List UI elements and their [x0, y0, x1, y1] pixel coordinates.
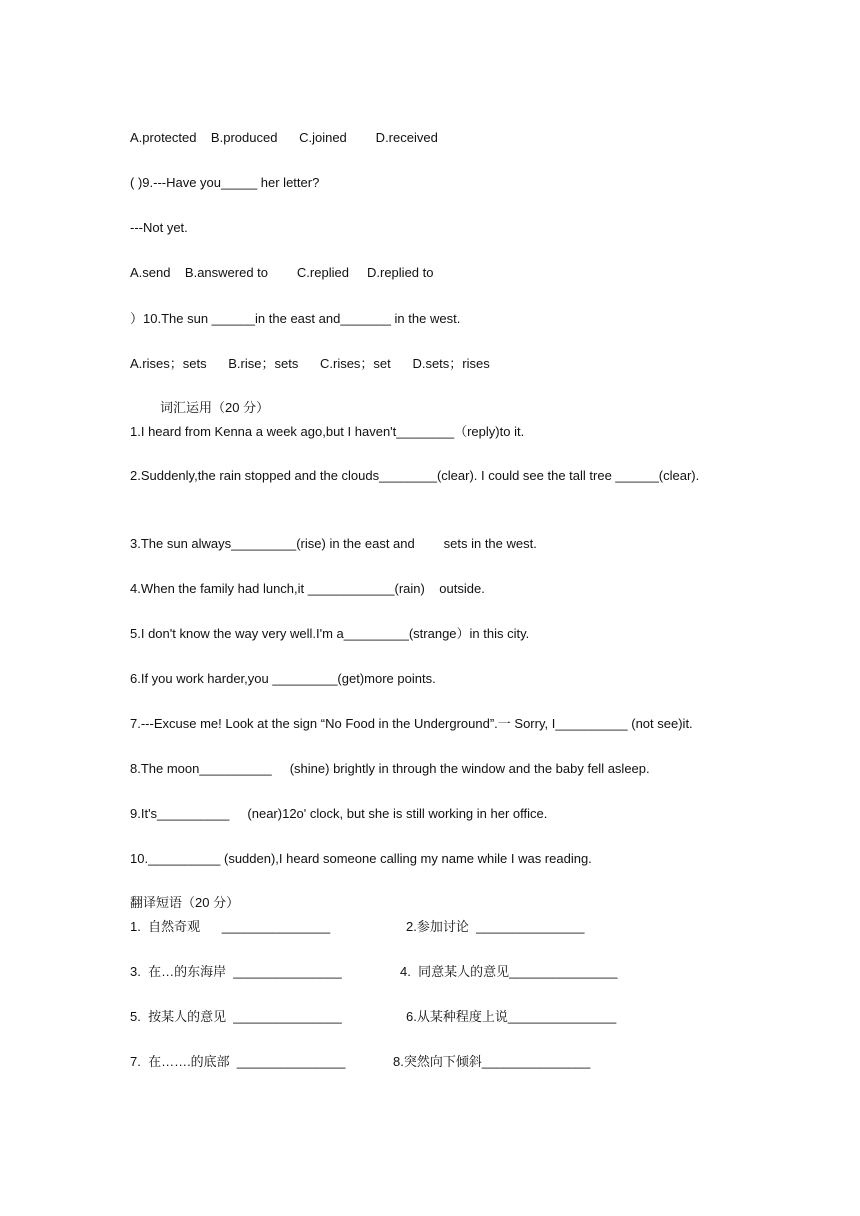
question-9-reply: ---Not yet.	[130, 220, 188, 235]
question-9: ( )9.---Have you_____ her letter?	[130, 175, 320, 190]
question-9-options: A.send B.answered to C.replied D.replied to	[130, 265, 434, 280]
vocab-item-4: 4.When the family had lunch,it ____________(rain) outside.	[130, 581, 485, 596]
vocab-item-6: 6.If you work harder,you _________(get)more points.	[130, 671, 436, 686]
question-10-options: A.rises；sets B.rise；sets C.rises；set D.sets；rises	[130, 356, 490, 371]
translation-item-right: 2.参加讨论 _______________	[406, 919, 585, 934]
section-heading-translate: 翻译短语（20 分）	[130, 895, 240, 910]
vocab-item-8: 8.The moon__________ (shine) brightly in through the window and the baby fell asleep.	[130, 761, 650, 776]
translation-item-right: 4. 同意某人的意见_______________	[400, 964, 618, 979]
translation-item-left: 1. 自然奇观 _______________	[130, 919, 331, 934]
vocab-item-7: 7.---Excuse me! Look at the sign “No Food in the Underground”.一 Sorry, I__________ (not see)it.	[130, 716, 693, 731]
vocab-item-9: 9.It's__________ (near)12o' clock, but she is still working in her office.	[130, 806, 548, 821]
vocab-item-5: 5.I don't know the way very well.I'm a_________(strange）in this city.	[130, 626, 530, 641]
translation-item-right: 6.从某种程度上说_______________	[406, 1009, 617, 1024]
question-10: ）10.The sun ______in the east and_______ in the west.	[130, 311, 461, 326]
vocab-item-3: 3.The sun always_________(rise) in the east and sets in the west.	[130, 536, 537, 551]
vocab-item-10: 10.__________ (sudden),I heard someone calling my name while I was reading.	[130, 851, 592, 866]
translation-item-right: 8.突然向下倾斜_______________	[393, 1054, 591, 1069]
translation-item-left: 7. 在…….的底部 _______________	[130, 1054, 346, 1069]
section-heading-vocab: 词汇运用（20 分）	[160, 400, 270, 415]
translation-item-left: 3. 在…的东海岸 _______________	[130, 964, 342, 979]
vocab-item-2: 2.Suddenly,the rain stopped and the clouds________(clear). I could see the tall tree ______(clear).	[130, 468, 700, 483]
translation-item-left: 5. 按某人的意见 _______________	[130, 1009, 342, 1024]
vocab-item-1: 1.I heard from Kenna a week ago,but I haven't________（reply)to it.	[130, 424, 525, 439]
question-8-options: A.protected B.produced C.joined D.received	[130, 130, 438, 145]
